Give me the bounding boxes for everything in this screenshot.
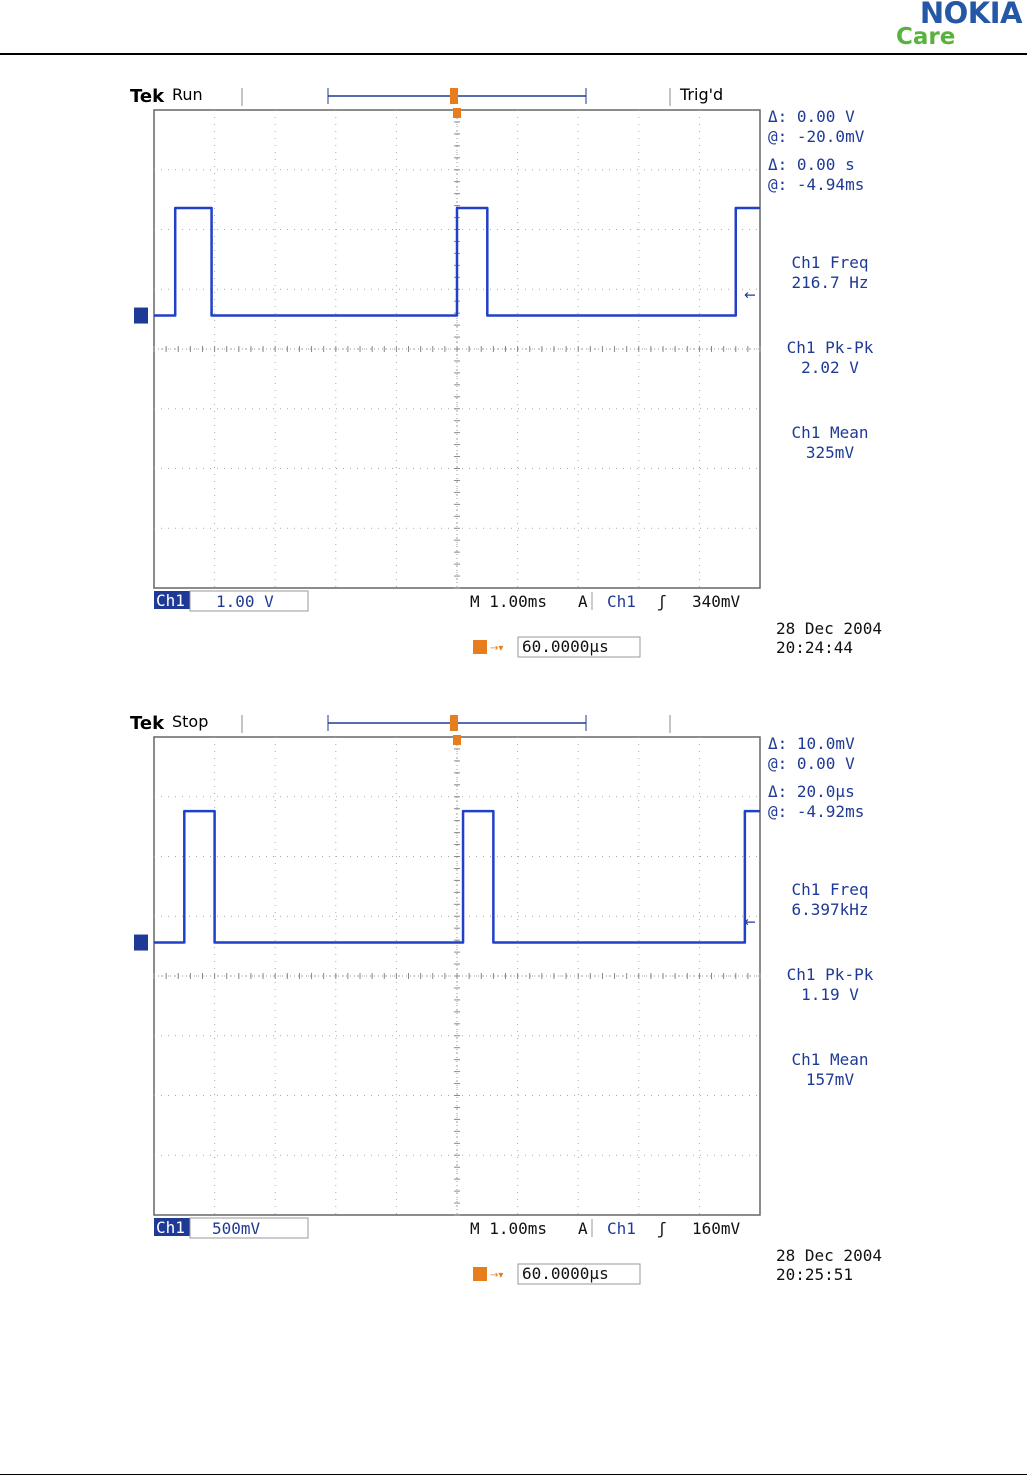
- trigger-offset: 60.0000µs: [522, 637, 609, 656]
- trigger-slope-icon: ʃ: [657, 1219, 667, 1238]
- trigger-level-arrow: ←: [744, 287, 756, 304]
- timebase: M 1.00ms: [470, 592, 548, 611]
- plot-area-2: [134, 735, 760, 1215]
- time: 20:25:51: [776, 1265, 854, 1284]
- offset-arrow-icon: →▾: [490, 1270, 504, 1281]
- readout-at-v: @: -20.0mV: [768, 127, 865, 146]
- trigger-slope-icon: ʃ: [657, 592, 667, 611]
- trigger-mode: A: [578, 1219, 588, 1238]
- readout-at-t: @: -4.94ms: [768, 175, 865, 194]
- trigger-offset-icon: [473, 1267, 487, 1281]
- meas-name-1: Ch1 Freq: [791, 253, 869, 272]
- scope-svg-2: [120, 707, 920, 1287]
- meas-value-3: 157mV: [805, 1070, 855, 1089]
- readout-delta-t: Δ: 20.0µs: [768, 782, 855, 801]
- trigger-channel: Ch1: [607, 592, 636, 611]
- acq-state: Run: [172, 85, 203, 104]
- offset-arrow-icon: →▾: [490, 643, 504, 654]
- meas-name-2: Ch1 Pk-Pk: [786, 338, 874, 357]
- brand-tek: Tek: [130, 713, 165, 734]
- trigger-level-arrow: ←: [744, 914, 756, 931]
- ch-scale: 500mV: [212, 1219, 261, 1238]
- trigger-status: Trig'd: [680, 85, 724, 104]
- ch1-ground-marker: [134, 308, 148, 324]
- readout-delta-t: Δ: 0.00 s: [768, 155, 855, 174]
- ch-label: Ch1: [156, 1218, 185, 1237]
- meas-value-2: 1.19 V: [801, 985, 859, 1004]
- trigger-marker: [453, 108, 461, 118]
- date: 28 Dec 2004: [776, 1246, 882, 1265]
- meas-value-3: 325mV: [805, 443, 855, 462]
- acq-state: Stop: [172, 712, 209, 731]
- time: 20:24:44: [776, 638, 854, 657]
- readout-at-v: @: 0.00 V: [768, 754, 855, 773]
- status-bar-2: [154, 1218, 882, 1284]
- header-rule: [0, 53, 1027, 55]
- trigger-mode: A: [578, 592, 588, 611]
- brand-tek: Tek: [130, 86, 165, 107]
- readout-delta-v: Δ: 10.0mV: [768, 734, 855, 753]
- status-bar-1: [154, 591, 882, 657]
- meas-value-1: 216.7 Hz: [791, 273, 869, 292]
- logo-nokia-text: NOKIA: [919, 0, 1022, 30]
- ch1-ground-marker: [134, 935, 148, 951]
- trigger-level: 340mV: [692, 592, 741, 611]
- date: 28 Dec 2004: [776, 619, 882, 638]
- trigger-level: 160mV: [692, 1219, 741, 1238]
- meas-name-2: Ch1 Pk-Pk: [786, 965, 874, 984]
- footer-rule: [0, 1474, 1027, 1475]
- header-bar-2: [242, 715, 670, 733]
- trigger-channel: Ch1: [607, 1219, 636, 1238]
- oscilloscope-screenshot-2: [120, 707, 920, 1287]
- nokia-care-logo: [896, 0, 1026, 52]
- trigger-pos-marker: [450, 88, 458, 104]
- meas-name-3: Ch1 Mean: [791, 423, 869, 442]
- readout-at-t: @: -4.92ms: [768, 802, 865, 821]
- plot-area-1: [134, 108, 760, 588]
- logo-care-text: Care: [896, 24, 956, 50]
- trigger-pos-marker: [450, 715, 458, 731]
- meas-name-3: Ch1 Mean: [791, 1050, 869, 1069]
- meas-value-2: 2.02 V: [801, 358, 859, 377]
- meas-value-1: 6.397kHz: [791, 900, 869, 919]
- header-bar-1: [242, 88, 670, 106]
- scope-svg-1: [120, 80, 920, 660]
- trigger-marker: [453, 735, 461, 745]
- ch-scale: 1.00 V: [216, 592, 274, 611]
- meas-name-1: Ch1 Freq: [791, 880, 869, 899]
- readout-delta-v: Δ: 0.00 V: [768, 107, 855, 126]
- trigger-offset: 60.0000µs: [522, 1264, 609, 1283]
- ch-label: Ch1: [156, 591, 185, 610]
- oscilloscope-screenshot-1: [120, 80, 920, 660]
- trigger-offset-icon: [473, 640, 487, 654]
- timebase: M 1.00ms: [470, 1219, 548, 1238]
